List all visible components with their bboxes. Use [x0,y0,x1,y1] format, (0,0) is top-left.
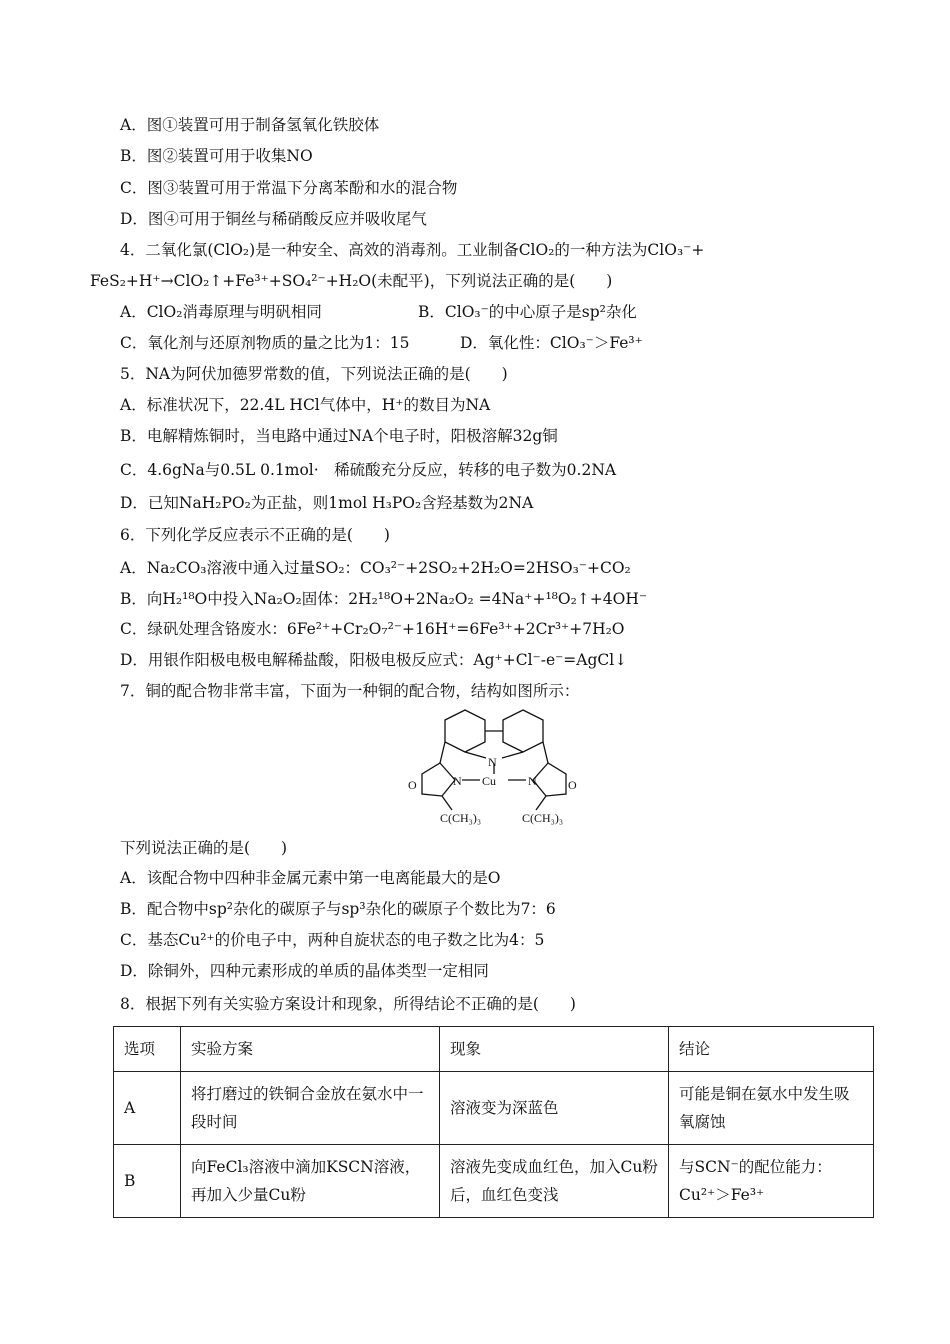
q3-option-c: C．图③装置可用于常温下分离苯酚和水的混合物 [120,179,458,197]
right-tbutyl-label: C(CH₃)₃ [522,811,564,825]
q4-option-d: D．氧化性：ClO₃⁻＞Fe³⁺ [460,334,643,352]
left-tbutyl-label: C(CH₃)₃ [440,811,482,825]
row-a-phenomenon: 溶液变为深蓝色 [440,1072,669,1145]
row-a-option: A [114,1072,181,1145]
q6-option-d: D．用银作阳极电极电解稀盐酸，阳极电极反应式：Ag⁺+Cl⁻-e⁻=AgCl↓ [120,651,628,669]
q4-option-b: B．ClO₃⁻的中心原子是sp²杂化 [418,303,637,321]
q3-option-d: D．图④可用于铜丝与稀硝酸反应并吸收尾气 [120,210,427,228]
q5-option-d: D．已知NaH₂PO₂为正盐，则1mol H₃PO₂含羟基数为2NA [120,494,534,512]
q3-option-b: B．图②装置可用于收集NO [120,147,313,165]
left-n-label: N [453,774,462,788]
q3-option-a: A．图①装置可用于制备氢氧化铁胶体 [120,116,380,134]
header-plan: 实验方案 [181,1027,440,1072]
left-benzene-ring [445,710,485,752]
q4-option-a: A．ClO₂消毒原理与明矾相同 [120,303,322,321]
q8-stem: 8．根据下列有关实验方案设计和现象，所得结论不正确的是( ) [120,995,576,1013]
q6-option-a: A．Na₂CO₃溶液中通入过量SO₂：CO₃²⁻+2SO₂+2H₂O=2HSO₃⁻+CO₂ [120,559,631,577]
row-a-plan: 将打磨过的铁铜合金放在氨水中一段时间 [181,1072,440,1145]
q5-stem: 5．NA为阿伏加德罗常数的值，下列说法正确的是( ) [120,365,508,383]
right-o-label: O [568,778,577,792]
copper-label: Cu [482,774,497,788]
table-row [114,1145,874,1218]
header-phenomenon: 现象 [440,1027,669,1072]
q5-option-c: C．4.6gNa与0.5L 0.1mol· 稀硫酸充分反应，转移的电子数为0.2NA [120,461,617,479]
q4-stem-line1: 4．二氧化氯(ClO₂)是一种安全、高效的消毒剂。工业制备ClO₂的一种方法为ClO₃⁻+ [120,241,705,259]
row-b-option: B [114,1145,181,1218]
q5-option-a: A．标准状况下，22.4L HCl气体中，H⁺的数目为NA [120,396,491,414]
q7-stem: 7．铜的配合物非常丰富，下面为一种铜的配合物，结构如图所示： [120,682,580,700]
q4-stem-line2: FeS₂+H⁺→ClO₂↑+Fe³⁺+SO₄²⁻+H₂O(未配平)，下列说法正确的是( ) [90,272,613,290]
q7-option-d: D．除铜外，四种元素形成的单质的晶体类型一定相同 [120,962,489,980]
q7-option-b: B．配合物中sp²杂化的碳原子与sp³杂化的碳原子个数比为7：6 [120,900,556,918]
copper-complex-structure [400,708,590,828]
q4-option-c: C．氧化剂与还原剂物质的量之比为1：15 [120,334,410,352]
q7-option-c: C．基态Cu²⁺的价电子中，两种自旋状态的电子数之比为4：5 [120,931,545,949]
experiment-table [113,1026,874,1218]
q6-stem: 6．下列化学反应表示不正确的是( ) [120,526,390,544]
central-n-label: N [488,755,497,769]
q6-option-b: B．向H₂¹⁸O中投入Na₂O₂固体：2H₂¹⁸O+2Na₂O₂ =4Na⁺+¹⁸O₂↑+4OH⁻ [120,590,648,608]
table-row [114,1072,874,1145]
right-benzene-ring [503,710,543,752]
q7-sub-stem: 下列说法正确的是( ) [120,839,288,857]
row-b-conclusion: 与SCN⁻的配位能力：Cu²⁺＞Fe³⁺ [669,1145,874,1218]
header-conclusion: 结论 [669,1027,874,1072]
right-n-label: N [528,774,537,788]
q6-option-c: C．绿矾处理含铬废水：6Fe²⁺+Cr₂O₇²⁻+16H⁺=6Fe³⁺+2Cr³⁺+7H₂O [120,620,625,638]
row-b-plan: 向FeCl₃溶液中滴加KSCN溶液，再加入少量Cu粉 [181,1145,440,1218]
q5-option-b: B．电解精炼铜时，当电路中通过NA个电子时，阳极溶解32g铜 [120,427,558,445]
row-a-conclusion: 可能是铜在氨水中发生吸氧腐蚀 [669,1072,874,1145]
right-oxazoline-ring [533,763,566,796]
q7-option-a: A．该配合物中四种非金属元素中第一电离能最大的是O [120,869,501,887]
left-o-label: O [408,778,417,792]
left-oxazoline-ring [422,763,455,796]
header-option: 选项 [114,1027,181,1072]
table-header-row [114,1027,874,1072]
row-b-phenomenon: 溶液先变成血红色，加入Cu粉后，血红色变浅 [440,1145,669,1218]
